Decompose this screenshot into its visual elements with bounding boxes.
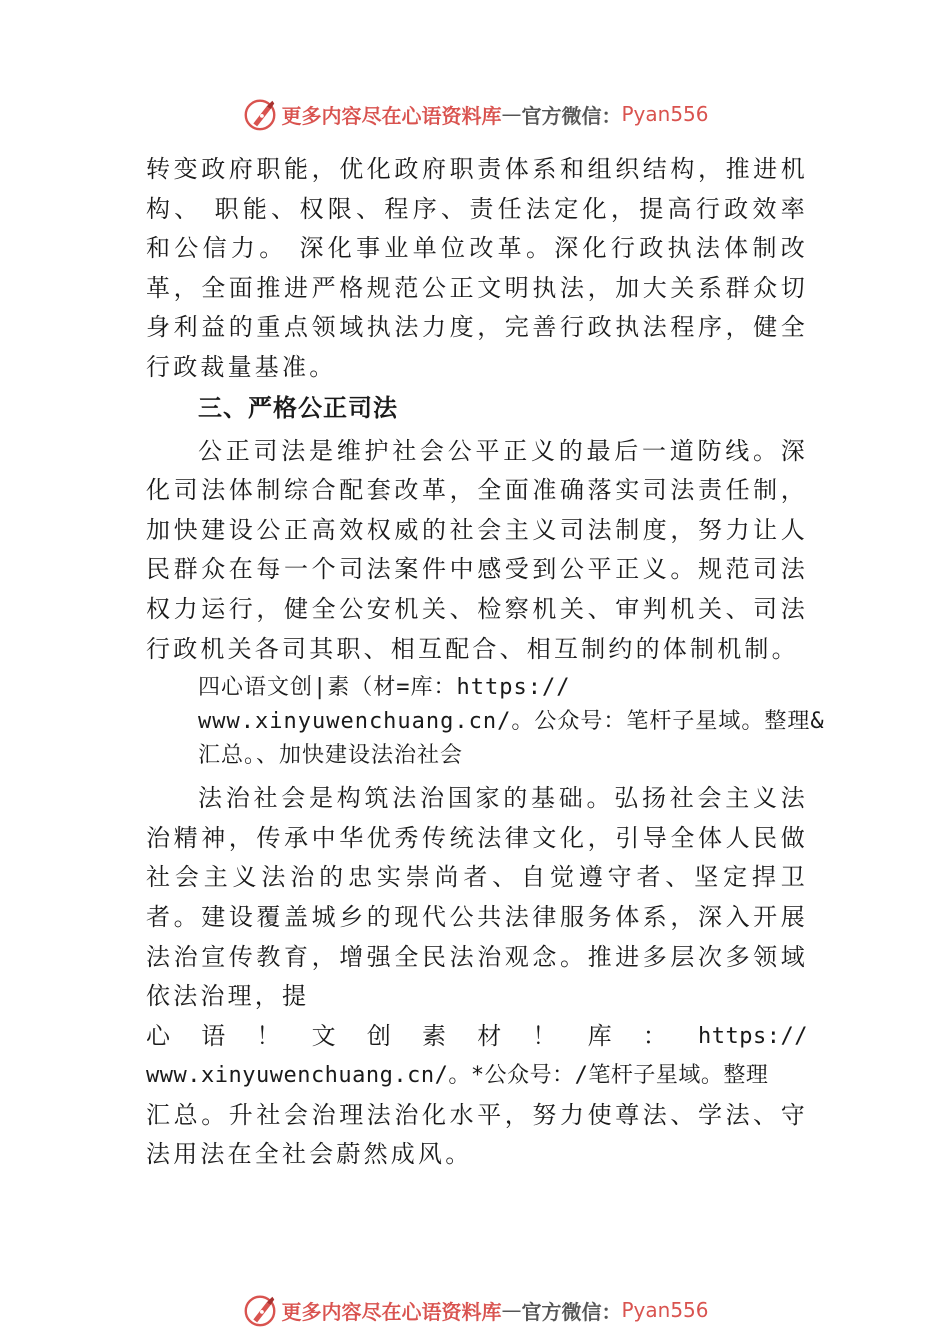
watermark-note-line: www.xinyuwenchuang.cn/。公众号：笔杆子星域。整理&	[198, 709, 825, 735]
watermark-note-block	[198, 671, 825, 773]
banner-brand-text: 更多内容尽在心语资料库	[281, 1299, 502, 1324]
spaced-char: 文	[311, 1021, 336, 1050]
spaced-char: 语	[201, 1021, 226, 1050]
document-body	[146, 150, 825, 1175]
paragraph-government-functions: 转变政府职能，优化政府职责体系和组织结构，推进机构、 职能、权限、程序、责任法定化，提高行政效率和公信力。 深化事业单位改革。深化行政执法体制改革，全面推进严格规范公正文明执法，加大关系群众切身利益的重点领域执法力度，完善行政执法程序，健全行政裁量基准。	[146, 155, 808, 381]
banner-wechat-id: Pyan556	[621, 1298, 709, 1322]
section-heading-judicial: 三、严格公正司法	[198, 393, 398, 422]
spaced-url: https://	[698, 1023, 808, 1049]
spaced-char: ：	[642, 1021, 667, 1050]
paragraph-rule-of-law-society: 法治社会是构筑法治国家的基础。弘扬社会主义法治精神，传承中华优秀传统法律文化，引导全体人民做社会主义法治的忠实崇尚者、自觉遵守者、坚定捍卫者。建设覆盖城乡的现代公共法律服务体系，深入开展法治宣传教育，增强全民法治观念。推进多层次多领域依法治理，提	[146, 784, 808, 1011]
spaced-char: 创	[366, 1021, 391, 1050]
banner-brand-text: 更多内容尽在心语资料库	[281, 103, 502, 128]
pen-nib-logo-icon	[241, 95, 279, 133]
banner-wechat-label: 官方微信：	[521, 103, 622, 128]
footer-watermark-banner	[0, 1288, 950, 1332]
paragraph-social-governance: 汇总。升社会治理法治化水平，努力使尊法、学法、守法用法在全社会蔚然成风。	[146, 1100, 808, 1169]
spaced-char: 素	[422, 1021, 447, 1050]
banner-wechat-label: 官方微信：	[521, 1299, 622, 1324]
watermark-note-line: 汇总。、加快建设法治社会	[198, 743, 464, 769]
spaced-char: ！	[256, 1021, 281, 1050]
spaced-watermark-line	[146, 1017, 808, 1057]
spaced-char: 材	[477, 1021, 502, 1050]
watermark-note-line: 四心语文创|素（材=库：https://	[198, 675, 571, 701]
paragraph-judicial-justice: 公正司法是维护社会公平正义的最后一道防线。深化司法体制综合配套改革，全面准确落实司法责任制，加快建设公正高效权威的社会主义司法制度，努力让人民群众在每一个司法案件中感受到公平正义。规范司法权力运行，健全公安机关、检察机关、审判机关、司法行政机关各司其职、相互配合、相互制约的体制机制。	[146, 436, 808, 663]
header-watermark-banner	[0, 92, 950, 136]
pen-nib-logo-icon	[241, 1291, 279, 1329]
spaced-char: 心	[146, 1021, 170, 1050]
banner-wechat-id: Pyan556	[621, 102, 709, 126]
watermark-url-line: www.xinyuwenchuang.cn/。*公众号：/笔杆子星域。整理	[146, 1063, 769, 1089]
spaced-char: ！	[532, 1021, 557, 1050]
banner-dash: —	[501, 102, 522, 126]
spaced-char: 库	[587, 1021, 612, 1050]
banner-dash: —	[501, 1298, 522, 1322]
